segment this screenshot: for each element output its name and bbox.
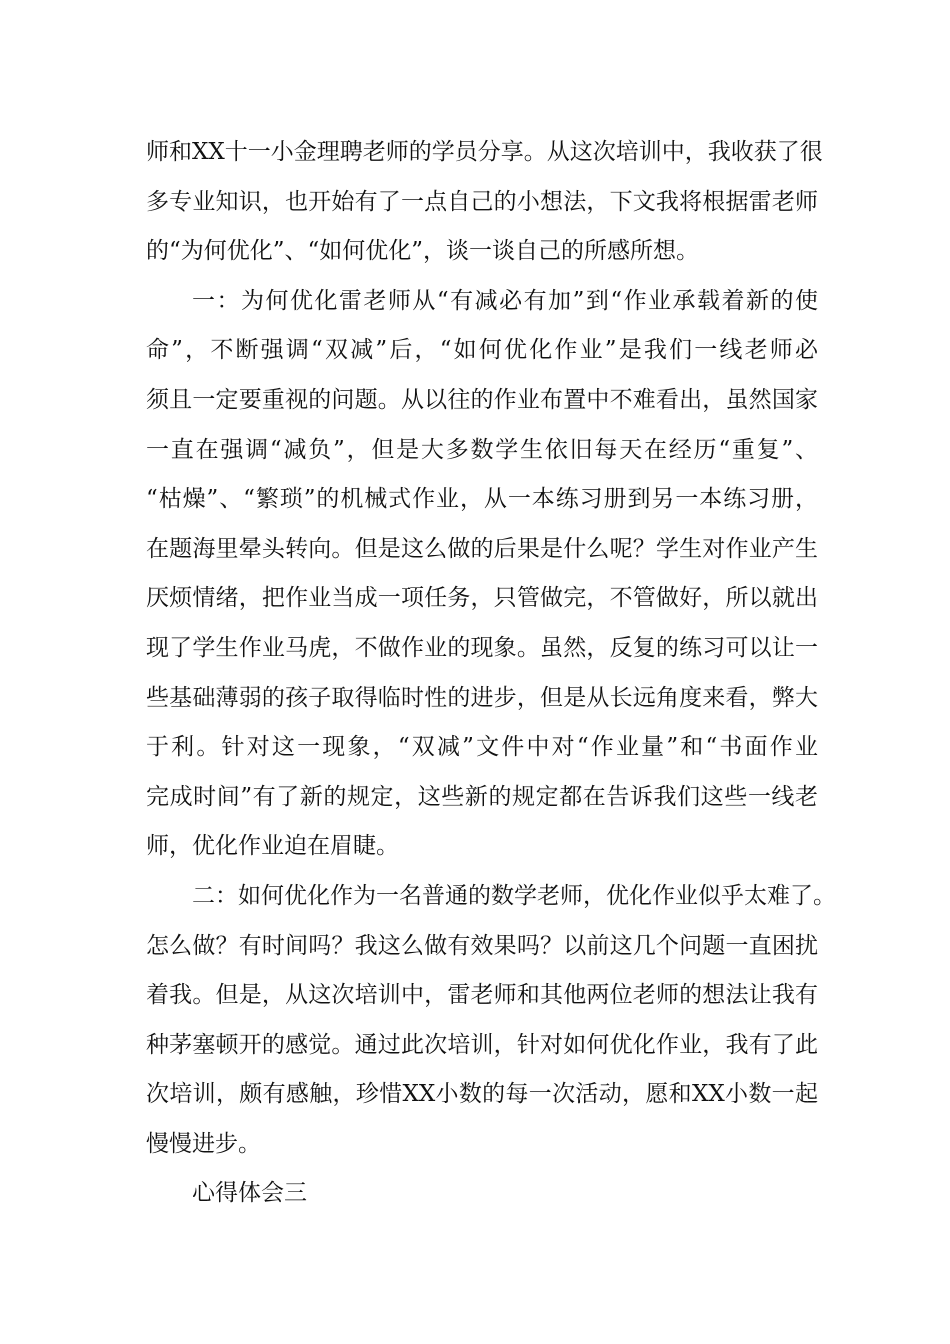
- text-line: 慢慢进步。: [146, 1130, 261, 1157]
- text-line: 现了学生作业马虎，不做作业的现象。虽然，反复的练习可以让一: [146, 634, 818, 661]
- section-heading: 心得体会三: [192, 1180, 307, 1207]
- text-line: 着我。但是，从这次培训中，雷老师和其他两位老师的想法让我有: [146, 982, 818, 1009]
- text-line: 完成时间”有了新的规定，这些新的规定都在告诉我们这些一线老: [146, 783, 818, 810]
- text-line: 些基础薄弱的孩子取得临时性的进步，但是从长远角度来看，弊大: [146, 684, 818, 711]
- text-line: 怎么做？有时间吗？我这么做有效果吗？以前这几个问题一直困扰: [146, 932, 818, 959]
- text-line: 命”，不断强调“双减”后，“如何优化作业”是我们一线老师必: [146, 337, 818, 364]
- text-line: 种茅塞顿开的感觉。通过此次培训，针对如何优化作业，我有了此: [146, 1031, 818, 1058]
- text-line: 师，优化作业迫在眉睫。: [146, 833, 399, 860]
- text-line: 的“为何优化”、“如何优化”，谈一谈自己的所感所想。: [146, 238, 700, 265]
- paragraph-one-heading: 一：为何优化雷老师从“有减必有加”到“作业承载着新的使: [192, 287, 818, 314]
- text-line: 在题海里晕头转向。但是这么做的后果是什么呢？学生对作业产生: [146, 535, 818, 562]
- paragraph-two-heading: 二：如何优化作为一名普通的数学老师，优化作业似乎太难了。: [192, 882, 836, 909]
- text-line: 厌烦情绪，把作业当成一项任务，只管做完，不管做好，所以就出: [146, 585, 818, 612]
- document-body: [146, 128, 836, 1219]
- text-line: 次培训，颇有感触，珍惜XX小数的每一次活动，愿和XX小数一起: [146, 1081, 818, 1108]
- text-line: 一直在强调“减负”，但是大多数学生依旧每天在经历“重复”、: [146, 436, 818, 463]
- text-line: 师和XX十一小金理聘老师的学员分享。从这次培训中，我收获了很: [146, 139, 823, 165]
- text-line: 于利。针对这一现象，“双减”文件中对“作业量”和“书面作业: [146, 734, 818, 761]
- text-line: 须且一定要重视的问题。从以往的作业布置中不难看出，虽然国家: [146, 386, 818, 413]
- text-line: “枯燥”、“繁琐”的机械式作业，从一本练习册到另一本练习册，: [146, 486, 818, 513]
- text-line: 多专业知识，也开始有了一点自己的小想法，下文我将根据雷老师: [146, 188, 818, 215]
